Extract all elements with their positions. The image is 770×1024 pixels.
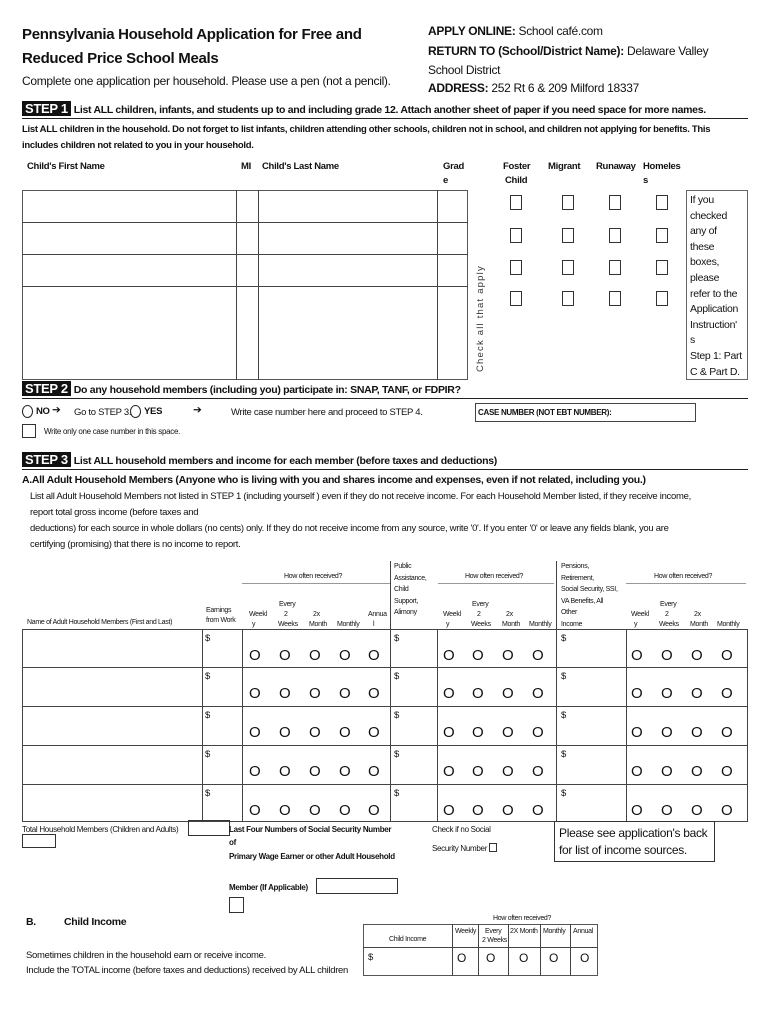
frequency-radio[interactable]: O — [339, 802, 351, 819]
col-foster-2: Child — [505, 175, 528, 186]
income-dollar-field[interactable]: $ — [561, 633, 566, 644]
b-dollar: $ — [368, 952, 373, 963]
homeless-checkbox-1[interactable] — [656, 195, 668, 210]
form-subtitle: Complete one application per household. Please use a pen (not a pencil). — [22, 74, 391, 88]
frequency-radio[interactable]: O — [532, 802, 544, 819]
frequency-radio[interactable]: O — [661, 802, 673, 819]
no-ssn-checkbox[interactable] — [489, 843, 497, 852]
frequency-radio[interactable]: O — [368, 685, 380, 702]
b-child-income-label: Child Income — [389, 936, 427, 943]
adult-instr-3: deductions) for each source in whole dollars (no cents) only. If they do not receive income from any source, write '0'. If you enter '0' or leave any fields blank, you are — [30, 523, 669, 534]
adult-instr-2: report total gross income (before taxes and — [30, 507, 199, 518]
return-value: Delaware Valley — [626, 44, 709, 58]
frequency-radio[interactable]: O — [368, 763, 380, 780]
frequency-radio[interactable]: O — [472, 685, 484, 702]
adult-instr-1: List all Adult Household Members not listed in STEP 1 (including yourself ) even if they do not receive income. For each Household Member listed, if they receive income, — [30, 491, 691, 502]
b-instr-1: Sometimes children in the household earn or receive income. — [26, 950, 266, 961]
col-first-name: Child's First Name — [27, 161, 105, 172]
form-title-line2: Reduced Price School Meals — [22, 50, 219, 67]
child-last-name-1[interactable] — [259, 191, 437, 221]
adult-name-col: Name of Adult Household Members (First and Last) — [27, 619, 173, 626]
adult-members-title: A.All Adult Household Members (Anyone who is living with you and shares income and expenses, even if not related, including you.) — [22, 474, 646, 486]
col-grade-1: Grad — [443, 161, 464, 172]
frequency-radio[interactable]: O — [279, 647, 291, 664]
frequency-radio[interactable]: O — [309, 724, 321, 741]
address-label: ADDRESS: — [428, 81, 489, 95]
child-grade-1[interactable] — [438, 191, 467, 221]
b-how-often: How often received? — [493, 915, 552, 922]
b-monthly-radio[interactable]: O — [549, 951, 559, 965]
frequency-radio[interactable]: O — [443, 685, 455, 702]
frequency-radio[interactable]: O — [249, 763, 261, 780]
b-2x-month: 2X Month — [510, 928, 538, 935]
total-members-label: Total Household Members (Children and Adults) — [22, 825, 179, 834]
no-ssn-label-2: Security Number — [432, 842, 497, 853]
b-every2-radio[interactable]: O — [486, 951, 496, 965]
frequency-radio[interactable]: O — [691, 763, 703, 780]
frequency-radio[interactable]: O — [532, 685, 544, 702]
frequency-radio[interactable]: O — [279, 685, 291, 702]
income-dollar-field[interactable]: $ — [561, 671, 566, 682]
adult-name-field[interactable] — [23, 707, 201, 743]
income-dollar-field[interactable]: $ — [205, 671, 210, 682]
col-homeless-1: Homeles — [643, 161, 681, 172]
frequency-radio[interactable]: O — [309, 763, 321, 780]
frequency-radio[interactable]: O — [661, 685, 673, 702]
b-annual: Annual — [573, 928, 593, 935]
income-dollar-field[interactable]: $ — [394, 749, 399, 760]
frequency-radio[interactable]: O — [691, 685, 703, 702]
foster-checkbox-4[interactable] — [510, 291, 522, 306]
b-every-1: Every — [485, 928, 502, 935]
how-often-1: How often received? — [284, 573, 343, 580]
migrant-checkbox-4[interactable] — [562, 291, 574, 306]
col-mi: MI — [241, 161, 251, 172]
frequency-radio[interactable]: O — [502, 685, 514, 702]
income-dollar-field[interactable]: $ — [561, 749, 566, 760]
how-often-3: How often received? — [654, 573, 713, 580]
income-dollar-field[interactable]: $ — [561, 788, 566, 799]
child-first-name-3[interactable] — [23, 255, 236, 285]
frequency-radio[interactable]: O — [502, 647, 514, 664]
frequency-radio[interactable]: O — [532, 724, 544, 741]
frequency-radio[interactable]: O — [532, 647, 544, 664]
frequency-radio[interactable]: O — [279, 763, 291, 780]
frequency-radio[interactable]: O — [721, 685, 733, 702]
step1-instr2: includes children not related to you in your household. — [22, 140, 254, 151]
frequency-radio[interactable]: O — [309, 685, 321, 702]
frequency-radio[interactable]: O — [661, 763, 673, 780]
total-members-field-2[interactable] — [22, 834, 56, 848]
foster-checkbox-1[interactable] — [510, 195, 522, 210]
frequency-radio[interactable]: O — [472, 763, 484, 780]
address — [428, 81, 639, 95]
ssn-label-3: Primary Wage Earner or other Adult Household — [229, 852, 395, 861]
migrant-checkbox-2[interactable] — [562, 228, 574, 243]
frequency-radio[interactable]: O — [502, 763, 514, 780]
runaway-checkbox-2[interactable] — [609, 228, 621, 243]
earnings-col-2: from Work — [206, 617, 236, 624]
col-grade-2: e — [443, 175, 448, 186]
income-dollar-field[interactable]: $ — [394, 788, 399, 799]
yes-radio[interactable] — [130, 405, 141, 418]
return-label: RETURN TO (School/District Name): — [428, 44, 624, 58]
frequency-radio[interactable]: O — [339, 685, 351, 702]
income-dollar-field[interactable]: $ — [205, 633, 210, 644]
ssn-label-2: of — [229, 838, 236, 847]
frequency-radio[interactable]: O — [249, 647, 261, 664]
ssn-label-1: Last Four Numbers of Social Security Number — [229, 825, 392, 834]
runaway-checkbox-1[interactable] — [609, 195, 621, 210]
check-all-label: Check all that apply — [475, 265, 486, 372]
income-dollar-field[interactable]: $ — [394, 710, 399, 721]
frequency-radio[interactable]: O — [309, 802, 321, 819]
income-dollar-field[interactable]: $ — [394, 671, 399, 682]
foster-checkbox-2[interactable] — [510, 228, 522, 243]
no-ssn-label-1: Check if no Social — [432, 825, 491, 834]
income-dollar-field[interactable]: $ — [205, 749, 210, 760]
frequency-radio[interactable]: O — [631, 763, 643, 780]
ssn-checkbox[interactable] — [229, 897, 244, 913]
yes-label: YES — [144, 406, 163, 417]
part-b-letter: B. — [26, 916, 36, 928]
step1-bar — [22, 101, 748, 119]
frequency-radio[interactable]: O — [472, 647, 484, 664]
frequency-radio[interactable]: O — [249, 802, 261, 819]
step3-heading: List ALL household members and income for each member (before taxes and deductions) — [73, 455, 497, 467]
step1-note: If you checked any of these boxes, please refer to the Application Instruction' s Step 1: Part C & Part D. — [690, 194, 742, 378]
earnings-col-1: Earnings — [206, 607, 232, 614]
case-number-label: CASE NUMBER (NOT EBT NUMBER): — [478, 408, 612, 417]
freq-2x-1: 2x — [313, 611, 320, 618]
homeless-checkbox-4[interactable] — [656, 291, 668, 306]
frequency-radio[interactable]: O — [691, 647, 703, 664]
ssn-label-4: Member (If Applicable) — [229, 883, 308, 892]
frequency-radio[interactable]: O — [502, 802, 514, 819]
adult-instr-4: certifying (promising) that there is no income to report. — [30, 539, 241, 550]
frequency-radio[interactable]: O — [309, 647, 321, 664]
child-first-name-2[interactable] — [23, 223, 236, 253]
child-first-name-1[interactable] — [23, 191, 236, 221]
arrow-right-icon: ➔ — [52, 404, 61, 416]
form-title-line1: Pennsylvania Household Application for Free and — [22, 26, 362, 43]
b-2x-radio[interactable]: O — [519, 951, 529, 965]
total-members-field[interactable] — [188, 820, 230, 836]
frequency-radio[interactable]: O — [661, 724, 673, 741]
income-dollar-field[interactable]: $ — [205, 710, 210, 721]
frequency-radio[interactable]: O — [443, 724, 455, 741]
b-instr-2: Include the TOTAL income (before taxes and deductions) received by ALL children — [26, 965, 349, 976]
freq-weekly-1: Weekl — [249, 611, 267, 618]
child-income-title: Child Income — [64, 916, 127, 928]
step3-badge: STEP 3 — [22, 452, 71, 467]
freq-annual-1: Annua — [368, 611, 387, 618]
col-runaway: Runaway — [596, 161, 636, 172]
income-sources-callout: Please see application's back for list of income sources. — [554, 821, 715, 862]
arrow-right-icon: ➔ — [193, 404, 202, 416]
b-monthly: Monthly — [543, 928, 566, 935]
public-assistance-col: Public Assistance, Child Support, Alimony — [394, 563, 427, 616]
frequency-radio[interactable]: O — [691, 724, 703, 741]
b-annual-radio[interactable]: O — [580, 951, 590, 965]
frequency-radio[interactable]: O — [631, 685, 643, 702]
runaway-checkbox-4[interactable] — [609, 291, 621, 306]
no-radio[interactable] — [22, 405, 33, 418]
frequency-radio[interactable]: O — [691, 802, 703, 819]
income-dollar-field[interactable]: $ — [205, 788, 210, 799]
return-to — [428, 44, 708, 58]
apply-value: School café.com — [518, 24, 603, 38]
frequency-radio[interactable]: O — [443, 647, 455, 664]
no-instruction: Go to STEP 3. — [74, 407, 132, 418]
frequency-radio[interactable]: O — [721, 763, 733, 780]
frequency-radio[interactable]: O — [339, 647, 351, 664]
step3-bar — [22, 452, 748, 470]
frequency-radio[interactable]: O — [631, 802, 643, 819]
step1-instr1: List ALL children in the household. Do not forget to list infants, children attending other schools, children not in school, and children not applying for benefits. This — [22, 124, 711, 135]
one-case-note: Write only one case number in this space. — [44, 427, 181, 436]
adult-name-field[interactable] — [23, 668, 201, 704]
frequency-radio[interactable]: O — [532, 763, 544, 780]
no-label: NO — [36, 406, 50, 417]
frequency-radio[interactable]: O — [368, 802, 380, 819]
frequency-radio[interactable]: O — [279, 802, 291, 819]
one-case-checkbox[interactable] — [22, 424, 36, 438]
freq-every-1: Every — [279, 601, 296, 608]
frequency-radio[interactable]: O — [249, 724, 261, 741]
return-value-2: School District — [428, 63, 501, 77]
step2-badge: STEP 2 — [22, 381, 71, 396]
child-first-name-4[interactable] — [23, 287, 236, 379]
step1-badge: STEP 1 — [22, 101, 71, 116]
adult-name-field[interactable] — [23, 746, 201, 782]
ssn-field[interactable] — [316, 878, 398, 894]
b-every-2: 2 Weeks — [482, 937, 508, 944]
case-number-field[interactable] — [475, 403, 696, 422]
migrant-checkbox-1[interactable] — [562, 195, 574, 210]
col-homeless-2: s — [643, 175, 648, 186]
frequency-radio[interactable]: O — [368, 647, 380, 664]
b-weekly: Weekly — [455, 928, 477, 935]
adult-name-field[interactable] — [23, 785, 201, 821]
yes-instruction: Write case number here and proceed to STEP 4. — [231, 407, 423, 418]
runaway-checkbox-3[interactable] — [609, 260, 621, 275]
step2-bar — [22, 381, 748, 399]
frequency-radio[interactable]: O — [721, 802, 733, 819]
frequency-radio[interactable]: O — [472, 724, 484, 741]
freq-monthly-1: Monthly — [337, 621, 360, 628]
homeless-checkbox-2[interactable] — [656, 228, 668, 243]
frequency-radio[interactable]: O — [721, 647, 733, 664]
step1-heading: List ALL children, infants, and students up to and including grade 12. Attach another sheet of paper if you need space for more names. — [73, 104, 706, 116]
frequency-radio[interactable]: O — [279, 724, 291, 741]
frequency-radio[interactable]: O — [368, 724, 380, 741]
frequency-radio[interactable]: O — [249, 685, 261, 702]
frequency-radio[interactable]: O — [443, 763, 455, 780]
income-dollar-field[interactable]: $ — [394, 633, 399, 644]
apply-label: APPLY ONLINE: — [428, 24, 516, 38]
step1-note-box — [686, 190, 748, 380]
step2-heading: Do any household members (including you) participate in: SNAP, TANF, or FDPIR? — [73, 384, 461, 396]
frequency-radio[interactable]: O — [721, 724, 733, 741]
col-migrant: Migrant — [548, 161, 581, 172]
foster-checkbox-3[interactable] — [510, 260, 522, 275]
adult-name-field[interactable] — [23, 630, 201, 666]
address-value: 252 Rt 6 & 209 Milford 18337 — [491, 81, 640, 95]
apply-online — [428, 24, 603, 38]
frequency-radio[interactable]: O — [661, 647, 673, 664]
col-foster-1: Foster — [503, 161, 531, 172]
frequency-radio[interactable]: O — [502, 724, 514, 741]
how-often-2: How often received? — [465, 573, 524, 580]
homeless-checkbox-3[interactable] — [656, 260, 668, 275]
col-last-name: Child's Last Name — [262, 161, 339, 172]
frequency-radio[interactable]: O — [631, 724, 643, 741]
income-dollar-field[interactable]: $ — [561, 710, 566, 721]
migrant-checkbox-3[interactable] — [562, 260, 574, 275]
frequency-radio[interactable]: O — [631, 647, 643, 664]
b-weekly-radio[interactable]: O — [457, 951, 467, 965]
pensions-col: Pensions, Retirement, Social Security, SSI, VA Benefits, All Other Income — [561, 563, 618, 628]
frequency-radio[interactable]: O — [472, 802, 484, 819]
frequency-radio[interactable]: O — [443, 802, 455, 819]
frequency-radio[interactable]: O — [339, 763, 351, 780]
frequency-radio[interactable]: O — [339, 724, 351, 741]
